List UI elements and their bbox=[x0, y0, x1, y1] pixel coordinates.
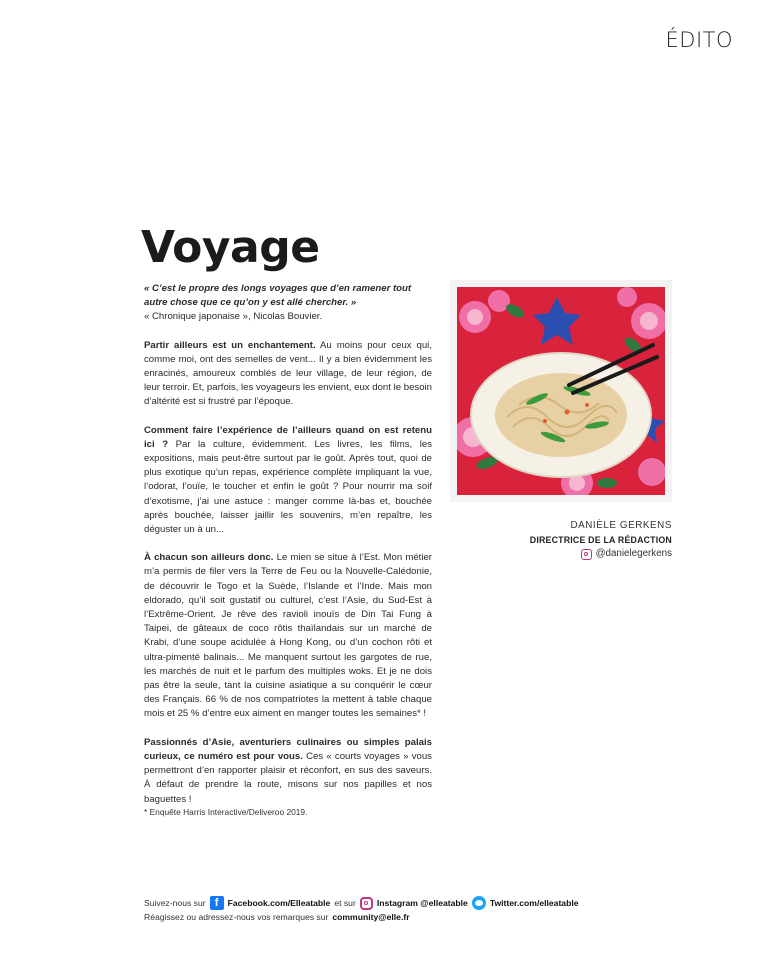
section-tag: ÉDITO bbox=[665, 28, 733, 52]
contact-email-link[interactable]: community@elle.fr bbox=[332, 912, 410, 922]
instagram-link[interactable]: Instagram @elleatable bbox=[376, 898, 468, 908]
footer bbox=[144, 896, 579, 924]
noodle-dish-photo bbox=[450, 280, 672, 502]
paragraph-body: Au moins pour ceux qui, comme moi, ont des semelles de vent... Il y a bien évidemment les enracinés, amoureux comblés de leur village, de leur région, de leur terroir. Et, parfois, les voyageurs les envient, eux dont le besoin d’altérité est si frustré par l’époque. bbox=[144, 339, 432, 408]
footnote: * Enquête Harris Interactive/Deliveroo 2019. bbox=[144, 807, 308, 817]
author-role: DIRECTRICE DE LA RÉDACTION bbox=[529, 535, 672, 545]
paragraph-lead: À chacun son ailleurs donc. bbox=[144, 552, 274, 564]
and-on-text: et sur bbox=[334, 898, 356, 908]
footer-contact-row bbox=[144, 910, 579, 924]
paragraph-2 bbox=[144, 424, 432, 538]
footer-social-row bbox=[144, 896, 579, 910]
paragraph-4 bbox=[144, 736, 432, 807]
paragraph-lead: Partir ailleurs est un enchantement. bbox=[144, 339, 316, 351]
follow-prefix: Suivez-nous sur bbox=[144, 898, 206, 908]
facebook-icon: f bbox=[210, 896, 224, 910]
paragraph-1 bbox=[144, 339, 432, 410]
instagram-handle: @danielegerkens bbox=[595, 548, 672, 559]
paragraph-lead: Comment faire l’expérience de l’ailleurs quand on est retenu ici ? bbox=[144, 424, 432, 450]
page-title: Voyage bbox=[141, 222, 320, 273]
signature bbox=[530, 519, 672, 565]
author-name: DANIÈLE GERKENS bbox=[570, 520, 672, 531]
paragraph-lead: Passionnés d’Asie, aventuriers culinaires ou simples palais curieux, ce numéro est pour vous. bbox=[144, 736, 432, 762]
paragraph-3 bbox=[144, 551, 432, 721]
facebook-link[interactable]: Facebook.com/Elleatable bbox=[227, 898, 331, 908]
intro-quote: « C’est le propre des longs voyages que d’en ramener tout autre chose que ce qu’on y est allé chercher. » bbox=[144, 283, 412, 309]
photo-illustration bbox=[457, 287, 665, 495]
quote-source: « Chronique japonaise », Nicolas Bouvier. bbox=[144, 311, 323, 323]
editorial-column bbox=[144, 282, 432, 807]
paragraph-body: Le mien se situe à l’Est. Mon métier m’a permis de filer vers la Terre de Feu ou la Nouvelle-Calédonie, de découvrir le Togo et la Suède, l’Islande et l’Inde. Mais mon eldorado, qu’il soit gustatif ou culturel, c’est l’Asie, du Sud-Est à l’Extrême-Orient. Je rêve des ravioli inouïs de Din Tai Fung à Taipei, de gâteaux de coco rôtis thaïlandais sur un marché de Krabi, d’une soupe acidulée à Hong Kong, ou d’un cochon rôti et ultra-pimenté balinais... Me manquent surtout les gargotes de rue, les marchés de nuit et le parfum des multiples woks. Et je ne dois pas être la seule, tant la cuisine asiatique a su conquérir le cœur des Français. 66 % de nos compatriotes la mettent à table chaque mois et 25 % d’entre eux aiment en manger toutes les semaines* ! bbox=[144, 552, 432, 720]
instagram-icon bbox=[581, 549, 592, 560]
author-instagram[interactable] bbox=[581, 547, 672, 561]
twitter-icon bbox=[472, 896, 486, 910]
paragraph-body: Par la culture, évidemment. Les livres, les films, les expositions, mais peut-être surtout par le goût. Après tout, quoi de plus exotique qu’un repas, expérience complète impliquant la vue, l’odorat, l’ouïe, le toucher et enfin le goût ? Pour nourrir ma soif d’exotisme, j’ai une astuce : manger comme là-bas et, bouchée après bouchée, laisser jaillir les souvenirs, m’en repaître, les déguster un à un... bbox=[144, 438, 432, 536]
contact-prefix: Réagissez ou adressez-nous vos remarques sur bbox=[144, 912, 329, 922]
twitter-link[interactable]: Twitter.com/elleatable bbox=[489, 898, 579, 908]
instagram-icon bbox=[360, 897, 373, 910]
paragraph-body: Ces « courts voyages » vous permettront d’en rapporter plaisir et réconfort, en sus des saveurs. À défaut de prendre la route, misons sur nos papilles et nos baguettes ! bbox=[144, 750, 432, 805]
